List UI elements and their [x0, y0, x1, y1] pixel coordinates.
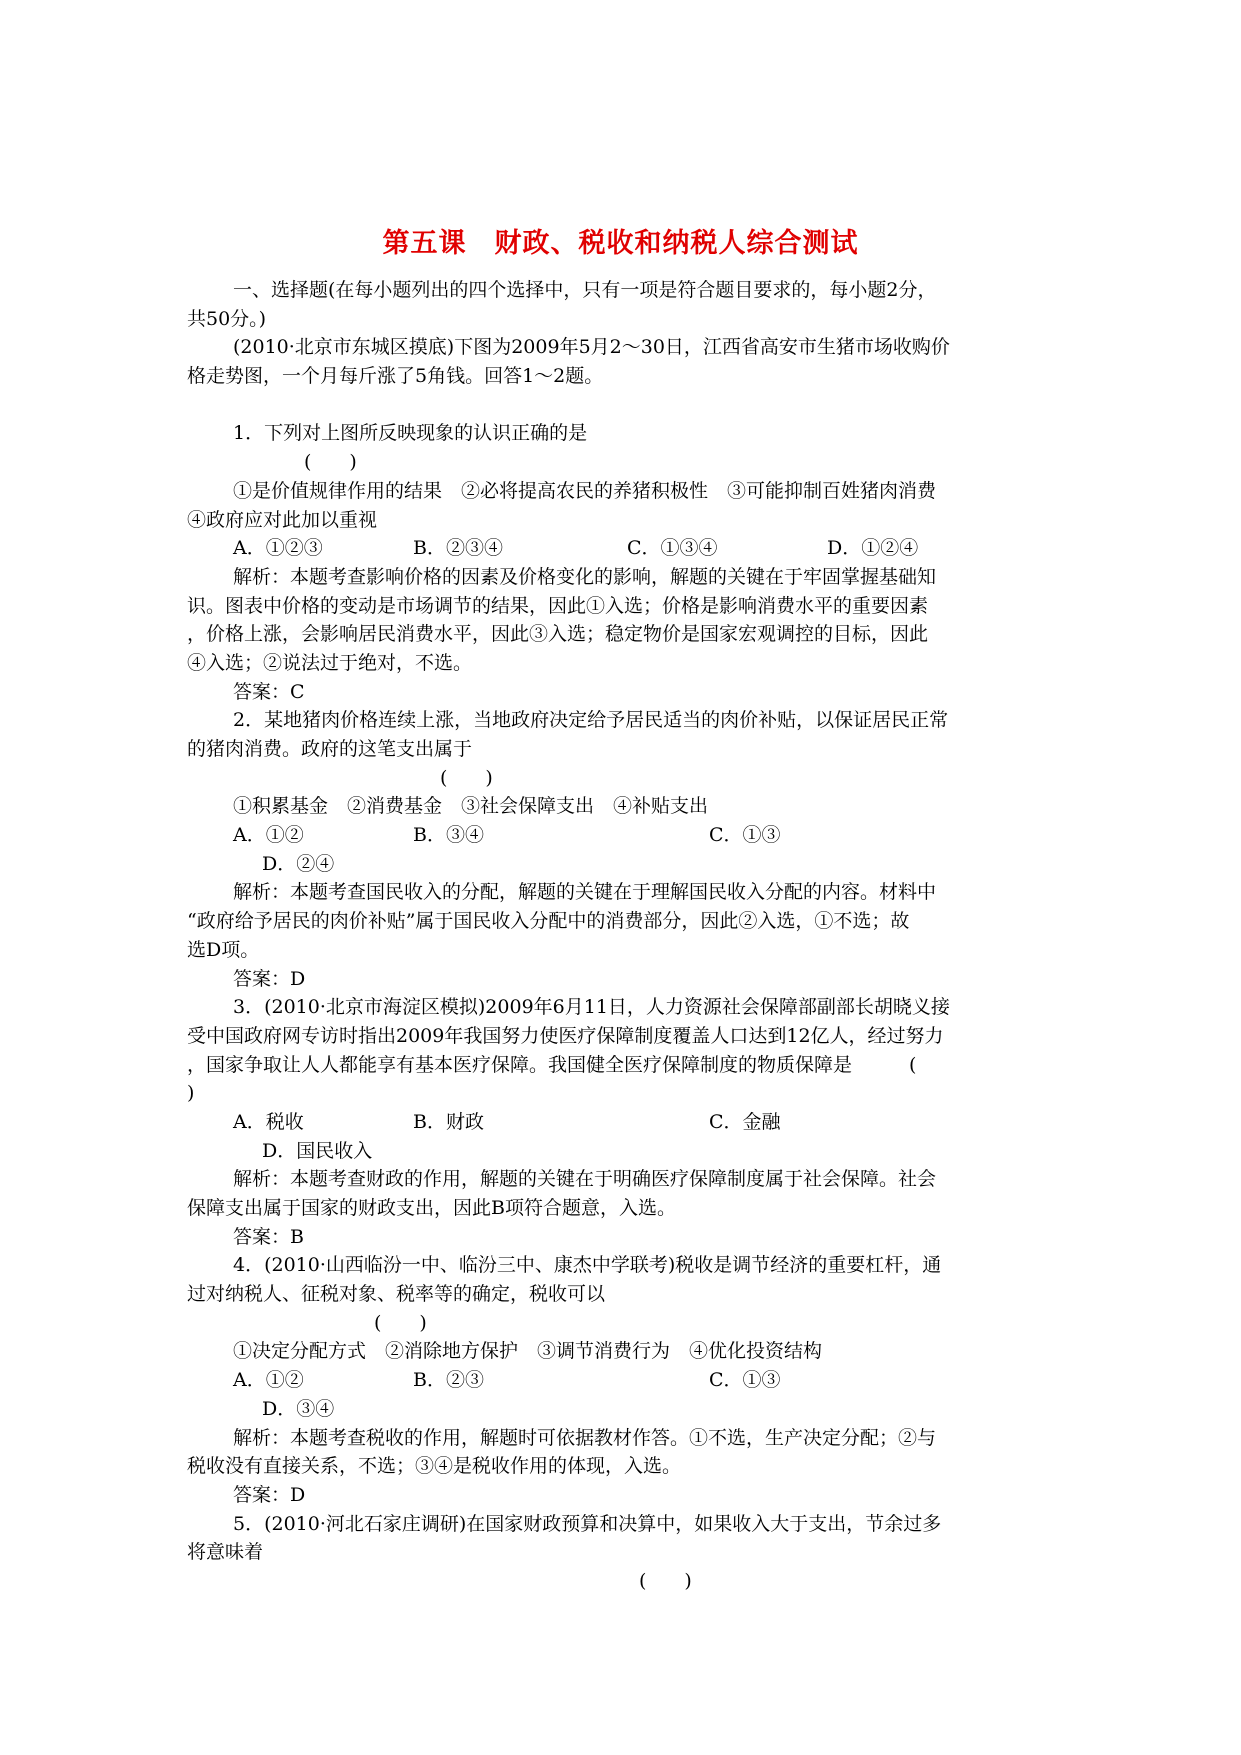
q2-option-d: D．②④: [262, 852, 335, 875]
q2-question-line-1: 2．某地猪肉价格连续上涨，当地政府决定给予居民适当的肉价补贴，以保证居民正常: [233, 709, 949, 732]
q4-option-d-line: [187, 1395, 1067, 1424]
q1-question: 1．下列对上图所反映现象的认识正确的是: [233, 422, 588, 445]
q2-answer-bracket: ( ): [440, 766, 493, 789]
q2-items: ①积累基金 ②消费基金 ③社会保障支出 ④补贴支出: [233, 795, 709, 818]
q4-analysis-line-2: 税收没有直接关系，不选；③④是税收作用的体现，入选。: [187, 1455, 682, 1478]
q5-bracket-line: [187, 1567, 1067, 1596]
q3-question-line-2: 受中国政府网专访时指出2009年我国努力使医疗保障制度覆盖人口达到12亿人，经过努力: [187, 1024, 944, 1047]
q3-option-d-line: [187, 1137, 1067, 1166]
question-stem-line-1: (2010·北京市东城区摸底)下图为2009年5月2～30日，江西省高安市生猪市场收购价: [233, 336, 950, 359]
q2-analysis-line-1: 解析：本题考查国民收入的分配，解题的关键在于理解国民收入分配的内容。材料中: [233, 881, 937, 904]
document-title: 第五课 财政、税收和纳税人综合测试: [382, 228, 859, 259]
q1-options: [187, 534, 1067, 563]
q4-option-a: A．①②: [233, 1369, 304, 1392]
section-intro-line-1: 一、选择题(在每小题列出的四个选择中，只有一项是符合题目要求的，每小题2分，: [233, 279, 937, 301]
q3-option-b: B．财政: [413, 1110, 484, 1133]
q4-options: [187, 1366, 1067, 1395]
q4-answer-bracket: ( ): [374, 1311, 427, 1334]
q1-answer-bracket: ( ): [304, 451, 357, 474]
q1-items-line-2: ④政府应对此加以重视: [187, 508, 378, 531]
q4-option-d: D．③④: [262, 1397, 335, 1420]
q5-question-line-1: 5．(2010·河北石家庄调研)在国家财政预算和决算中，如果收入大于支出，节余过多: [233, 1512, 942, 1535]
q1-option-a: A．①②③: [233, 537, 323, 560]
q3-bracket-open: (: [909, 1053, 917, 1076]
q1-option-d: D．①②④: [827, 537, 919, 560]
q2-option-a: A．①②: [233, 824, 304, 847]
q2-bracket-line: [187, 764, 1067, 793]
chart-placeholder-gap: [187, 391, 1067, 420]
q2-options: [187, 821, 1067, 850]
q4-question-line-1: 4．(2010·山西临汾一中、临汾三中、康杰中学联考)税收是调节经济的重要杠杆，通: [233, 1254, 942, 1277]
q4-analysis-line-1: 解析：本题考查税收的作用，解题时可依据教材作答。①不选，生产决定分配；②与: [233, 1426, 937, 1449]
q4-option-c: C．①③: [709, 1369, 781, 1392]
question-stem-line-2: 格走势图，一个月每斤涨了5角钱。回答1～2题。: [187, 365, 604, 388]
q3-option-c: C．金融: [709, 1110, 781, 1133]
document-body: [187, 276, 1067, 1596]
q3-option-d: D．国民收入: [262, 1139, 373, 1162]
q5-answer-bracket: ( ): [639, 1569, 692, 1592]
q1-analysis-line-1: 解析：本题考查影响价格的因素及价格变化的影响，解题的关键在于牢固掌握基础知: [233, 565, 937, 588]
q3-options: [187, 1108, 1067, 1137]
q5-question-line-2: 将意味着: [187, 1541, 264, 1564]
q1-analysis-line-2: 识。图表中价格的变动是市场调节的结果，因此①入选；价格是影响消费水平的重要因素: [187, 594, 929, 617]
section-intro-line-2: 共50分。): [187, 307, 267, 330]
q4-answer: 答案：D: [233, 1483, 306, 1506]
q2-answer: 答案：D: [233, 967, 306, 990]
q1-option-b: B．②③④: [413, 537, 503, 560]
q4-items: ①决定分配方式 ②消除地方保护 ③调节消费行为 ④优化投资结构: [233, 1340, 823, 1363]
q3-question-line-3: [187, 1051, 1067, 1080]
q2-option-b: B．③④: [413, 824, 484, 847]
q4-question-line-2: 过对纳税人、征税对象、税率等的确定，税收可以: [187, 1283, 606, 1306]
q4-bracket-line: [187, 1309, 1067, 1338]
q3-question-line-1: 3．(2010·北京市海淀区模拟)2009年6月11日，人力资源社会保障部副部长胡晓义接: [233, 996, 950, 1019]
q3-bracket-close-line: [187, 1079, 1067, 1108]
q1-answer: 答案：C: [233, 680, 305, 703]
q1-items-line-1: ①是价值规律作用的结果 ②必将提高农民的养猪积极性 ③可能抑制百姓猪肉消费: [233, 479, 937, 502]
q3-analysis-line-2: 保障支出属于国家的财政支出，因此B项符合题意，入选。: [187, 1197, 676, 1219]
q1-bracket-line: [187, 448, 1067, 477]
q2-option-d-line: [187, 850, 1067, 879]
q1-analysis-line-4: ④入选；②说法过于绝对，不选。: [187, 651, 473, 674]
q3-option-a: A．税收: [233, 1110, 304, 1133]
q1-option-c: C．①③④: [627, 537, 718, 560]
q2-question-line-2: 的猪肉消费。政府的这笔支出属于: [187, 738, 473, 760]
q2-analysis-line-3: 选D项。: [187, 938, 260, 961]
q3-question-text-3: ，国家争取让人人都能享有基本医疗保障。我国健全医疗保障制度的物质保障是: [187, 1053, 853, 1076]
q2-option-c: C．①③: [709, 824, 781, 847]
q3-answer: 答案：B: [233, 1225, 304, 1248]
q3-bracket-close: ): [187, 1082, 195, 1105]
q3-analysis-line-1: 解析：本题考查财政的作用，解题的关键在于明确医疗保障制度属于社会保障。社会: [233, 1168, 937, 1191]
q1-analysis-line-3: ，价格上涨，会影响居民消费水平，因此③入选；稳定物价是国家宏观调控的目标，因此: [187, 623, 929, 646]
q4-option-b: B．②③: [413, 1369, 484, 1392]
q2-analysis-line-2: “政府给予居民的肉价补贴”属于国民收入分配中的消费部分，因此②入选，①不选；故: [187, 910, 910, 933]
